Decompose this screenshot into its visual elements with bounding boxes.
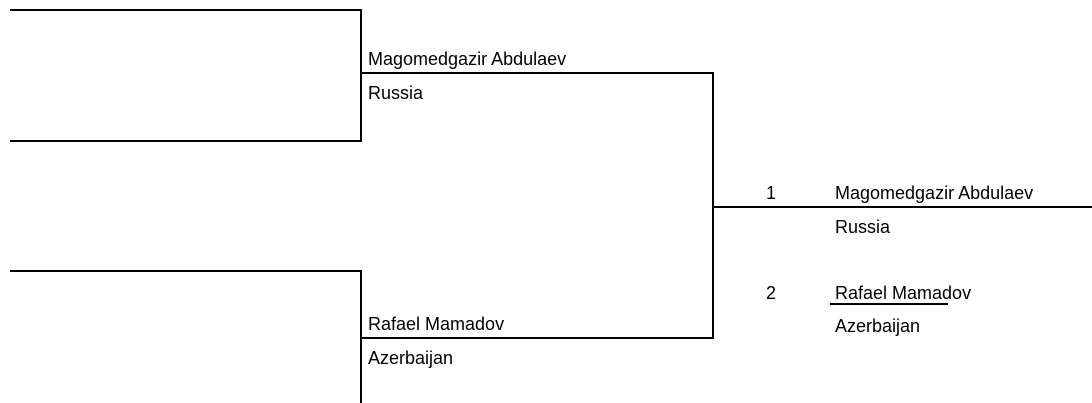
bracket-line-semifinal-top (362, 72, 714, 74)
semifinal-top-country: Russia (368, 83, 424, 103)
result-name-1: Magomedgazir Abdulaev (835, 183, 1034, 203)
semifinal-bottom-name: Rafael Mamadov (368, 314, 505, 334)
result-place-2: 2 (766, 283, 777, 303)
bracket-line-semifinal-bottom (362, 337, 714, 339)
result-place-1: 1 (766, 183, 777, 203)
result-country-2: Azerbaijan (835, 316, 921, 336)
bracket-connector-top-left (360, 9, 362, 142)
bracket-line-top-left-lower (10, 140, 362, 142)
bracket-line-final (714, 206, 1092, 208)
semifinal-top-name: Magomedgazir Abdulaev (368, 49, 567, 69)
result-name-2: Rafael Mamadov (835, 283, 972, 303)
result-country-1: Russia (835, 217, 891, 237)
bracket-line-bottom-left-upper (10, 270, 362, 272)
bracket-line-top-left-upper (10, 9, 362, 11)
semifinal-bottom-country: Azerbaijan (368, 348, 454, 368)
